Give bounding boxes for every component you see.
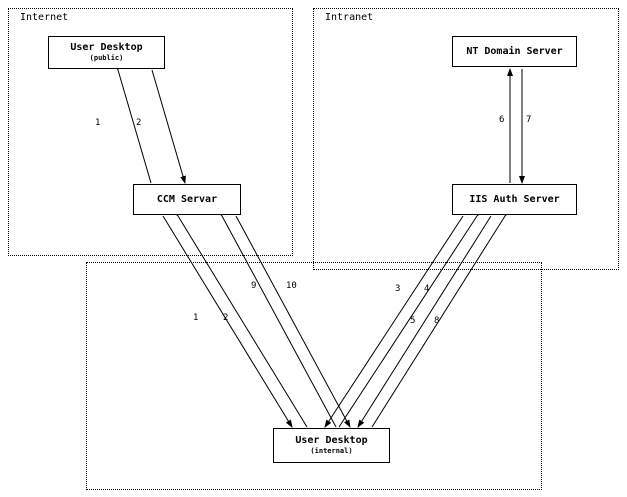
- edge-label-1-internal: 1: [193, 313, 199, 323]
- node-iis-auth-server[interactable]: [452, 184, 577, 215]
- edge-label-8: 8: [434, 316, 440, 326]
- edge-label-6: 6: [499, 115, 505, 125]
- edge-label-7: 7: [526, 115, 532, 125]
- edge-label-1-public: 1: [95, 118, 101, 128]
- edge-label-9: 9: [251, 281, 257, 291]
- node-user-desktop-internal[interactable]: [273, 428, 390, 463]
- node-subtitle: (internal): [310, 447, 353, 455]
- node-title: User Desktop: [70, 42, 143, 53]
- node-title: NT Domain Server: [466, 45, 563, 57]
- zone-intranet-label: Intranet: [325, 12, 374, 23]
- edge-label-10: 10: [286, 281, 297, 291]
- node-user-desktop-public[interactable]: [48, 36, 165, 69]
- node-title: User Desktop: [295, 435, 368, 446]
- edge-label-2-public: 2: [136, 118, 142, 128]
- node-ccm-server[interactable]: [133, 184, 241, 215]
- zone-internet-label: Internet: [20, 12, 69, 23]
- node-title: CCM Servar: [156, 193, 218, 205]
- node-subtitle: (public): [89, 54, 124, 62]
- edge-label-4: 4: [424, 284, 430, 294]
- edge-label-3: 3: [395, 284, 401, 294]
- node-nt-domain-server[interactable]: [452, 36, 577, 67]
- node-title: IIS Auth Server: [469, 193, 560, 205]
- edge-label-2-internal: 2: [223, 313, 229, 323]
- edge-label-5: 5: [410, 316, 416, 326]
